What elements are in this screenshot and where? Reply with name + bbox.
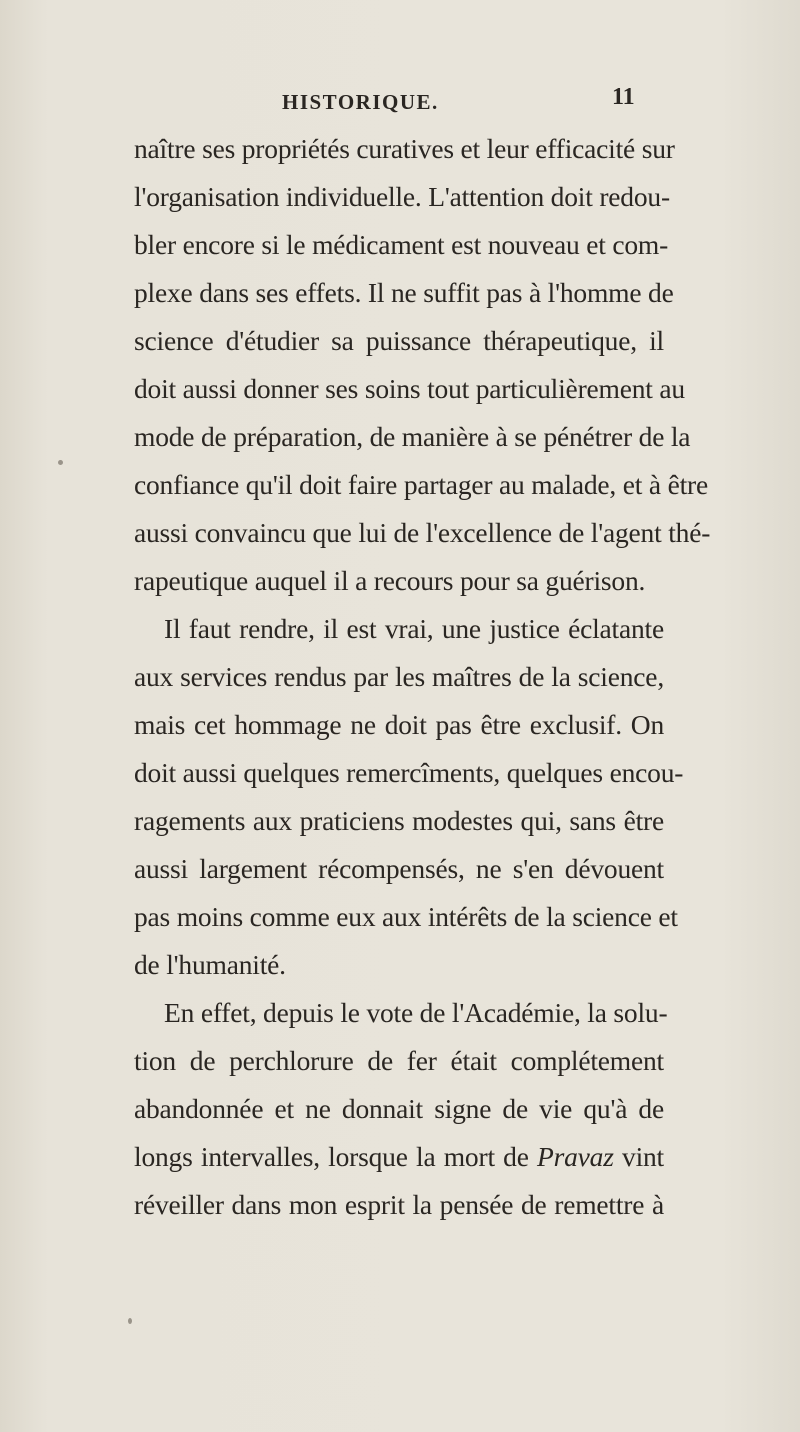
text-line: aussi convaincu que lui de l'excellence de l'agent thé- — [134, 517, 711, 548]
italic-name: Pravaz — [537, 1141, 614, 1172]
paper-speck — [128, 1318, 132, 1324]
page-number: 11 — [612, 84, 635, 110]
text-line: confiance qu'il doit faire partager au malade, et à être — [134, 469, 708, 500]
text-line: aux services rendus par les maîtres de la science, — [134, 661, 664, 692]
paper-speck — [58, 460, 63, 465]
text-line: tion de perchlorure de fer était complétement — [134, 1045, 664, 1076]
paragraph-start-line: En effet, depuis le vote de l'Académie, la solu- — [164, 997, 668, 1028]
text-line: mode de préparation, de manière à se pénétrer de la — [134, 421, 691, 452]
text-line: ragements aux praticiens modestes qui, sans être — [134, 805, 664, 836]
text-line: pas moins comme eux aux intérêts de la science et — [134, 901, 678, 932]
text-line: l'organisation individuelle. L'attention doit redou- — [134, 181, 670, 212]
paragraph-start-line: Il faut rendre, il est vrai, une justice éclatante — [164, 613, 664, 644]
text-line: science d'étudier sa puissance thérapeutique, il — [134, 325, 664, 356]
text-line: rapeutique auquel il a recours pour sa guérison. — [134, 565, 646, 596]
running-head: HISTORIQUE. — [282, 90, 439, 114]
text-line: naître ses propriétés curatives et leur efficacité sur — [134, 133, 675, 164]
text-line: plexe dans ses effets. Il ne suffit pas à l'homme de — [134, 277, 674, 308]
text-line: aussi largement récompensés, ne s'en dévouent — [134, 853, 664, 884]
body-text — [134, 125, 711, 1229]
text-segment: longs intervalles, lorsque la mort de — [134, 1141, 538, 1172]
text-line: abandonnée et ne donnait signe de vie qu'à de — [134, 1093, 664, 1124]
text-line: doit aussi quelques remercîments, quelques encou- — [134, 757, 684, 788]
page-header — [0, 84, 800, 120]
text-line: mais cet hommage ne doit pas être exclusif. On — [134, 709, 664, 740]
text-segment: vint — [613, 1141, 664, 1172]
text-line: bler encore si le médicament est nouveau et com- — [134, 229, 669, 260]
text-line: de l'humanité. — [134, 949, 286, 980]
text-line: réveiller dans mon esprit la pensée de remettre à — [134, 1189, 664, 1220]
text-line: doit aussi donner ses soins tout particulièrement au — [134, 373, 685, 404]
text-line — [134, 1133, 664, 1181]
